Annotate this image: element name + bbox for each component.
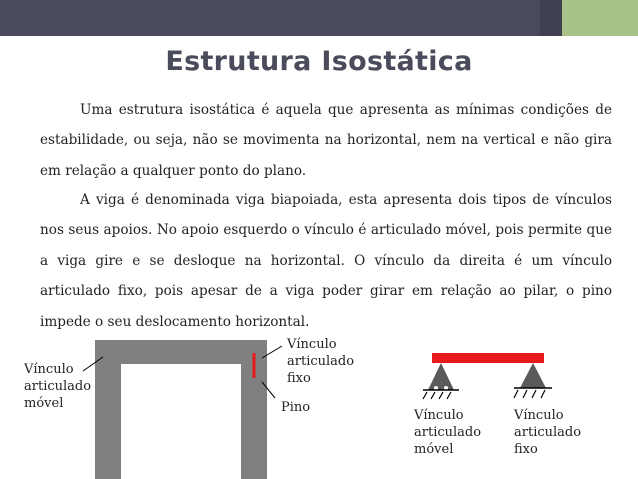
frame-pin-label: Pino <box>281 400 311 415</box>
left-support-roller <box>423 363 459 399</box>
frame-left-label: Vínculo articulado móvel <box>24 362 92 411</box>
portal-frame <box>83 340 282 479</box>
frame-left-column <box>95 364 121 479</box>
beam-left-support-label: Vínculo articulado móvel <box>414 408 482 457</box>
right-support-pinned <box>514 363 552 398</box>
beam-right-support-label: Vínculo articulado fixo <box>514 408 582 457</box>
frame-beam <box>95 340 267 364</box>
paragraph-definition-text: Uma estrutura isostática é aquela que apresenta as mínimas condições de estabilidade, ou seja, não se movimenta na horizontal, nem na vertical e não gira em relação a qualquer ponto do plano. <box>40 102 612 179</box>
frame-right-label: Vínculo articulado fixo <box>287 337 355 386</box>
beam <box>432 353 544 363</box>
frame-right-column <box>241 364 267 479</box>
simply-supported-beam <box>423 353 552 399</box>
paragraph-beam-text: A viga é denominada viga biapoiada, esta apresenta dois tipos de vínculos nos seus apoios. No apoio esquerdo o vínculo é articulado móvel, pois permite que a viga gire e se desloque na horizontal. O vínculo da direita é um vínculo articulado fixo, pois apesar de a viga poder girar em relação ao pilar, o pino impede o seu deslocamento horizontal. <box>40 192 612 330</box>
slide-title: Estrutura Isostática <box>165 46 473 77</box>
